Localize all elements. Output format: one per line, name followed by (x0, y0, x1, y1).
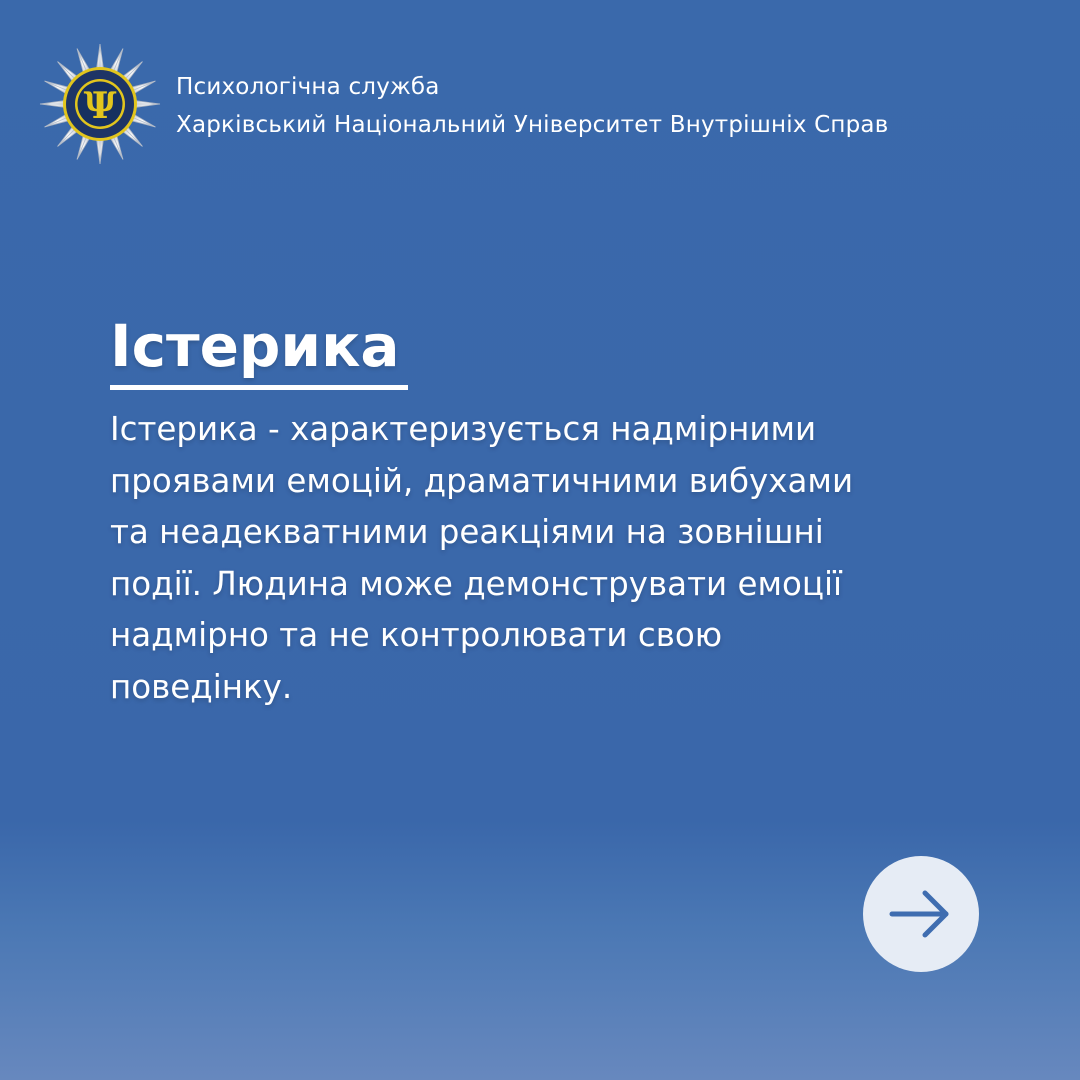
emblem-ray-ridge (124, 128, 142, 146)
title-underline (110, 385, 408, 390)
next-slide-button[interactable] (863, 856, 979, 972)
emblem-ray-ridge (124, 62, 142, 80)
description-line: поведінку. (110, 667, 293, 706)
description-line: проявами емоцій, драматичними вибухами (110, 461, 854, 500)
organization-name (176, 68, 888, 144)
description-line: Істерика - характеризується надмірними (110, 410, 817, 448)
page-title: Істерика (110, 312, 400, 380)
emblem-ray-ridge (58, 62, 76, 80)
description-line: надмірно та не контролювати свою (110, 616, 723, 654)
description-line: події. Людина може демонструвати емоції (110, 564, 843, 603)
emblem-ray-ridge (58, 128, 76, 146)
arrow-right-icon (886, 879, 956, 949)
org-name-line-2: Харківський Національний Університет Внутрішніх Справ (176, 112, 889, 138)
svg-text:Ψ: Ψ (83, 85, 117, 127)
description-text (110, 404, 990, 713)
psi-emblem-icon (38, 42, 162, 166)
org-name-line-1: Психологічна служба (176, 74, 440, 100)
description-line: та неадекватними реакціями на зовнішні (110, 513, 824, 551)
